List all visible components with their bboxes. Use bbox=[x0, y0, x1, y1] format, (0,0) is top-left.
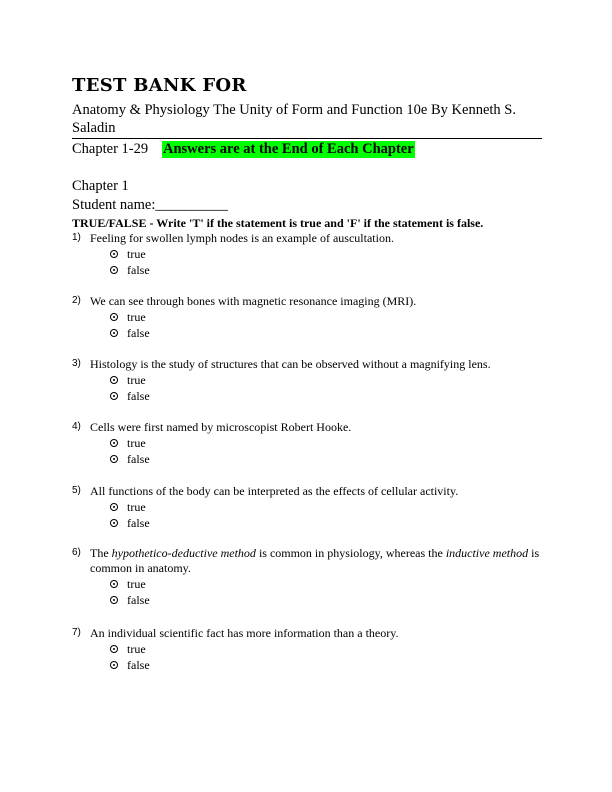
option-label: false bbox=[127, 516, 150, 530]
radio-icon[interactable] bbox=[110, 645, 118, 653]
question-number: 2) bbox=[72, 295, 81, 306]
text-part: The bbox=[90, 546, 112, 560]
option-true[interactable] bbox=[110, 576, 542, 592]
option-label: true bbox=[127, 642, 146, 656]
option-label: true bbox=[127, 373, 146, 387]
option-label: false bbox=[127, 658, 150, 672]
question-text bbox=[90, 546, 542, 576]
option-label: true bbox=[127, 310, 146, 324]
radio-icon[interactable] bbox=[110, 392, 118, 400]
option-label: true bbox=[127, 577, 146, 591]
option-true[interactable] bbox=[110, 499, 542, 515]
chapter-range: Chapter 1-29 bbox=[72, 141, 149, 157]
radio-icon[interactable] bbox=[110, 250, 118, 258]
italic-term: inductive method bbox=[445, 546, 529, 560]
question-4 bbox=[72, 420, 542, 467]
question-7 bbox=[72, 626, 542, 673]
question-text: Cells were first named by microscopist Robert Hooke. bbox=[90, 420, 352, 434]
option-label: false bbox=[127, 593, 150, 607]
option-false[interactable] bbox=[110, 515, 542, 531]
option-label: true bbox=[127, 436, 146, 450]
option-label: false bbox=[127, 326, 150, 340]
option-true[interactable] bbox=[110, 641, 542, 657]
option-false[interactable] bbox=[110, 451, 542, 467]
radio-icon[interactable] bbox=[110, 580, 118, 588]
chapter-label: Chapter 1 bbox=[72, 178, 129, 194]
option-label: false bbox=[127, 452, 150, 466]
option-false[interactable] bbox=[110, 325, 542, 341]
radio-icon[interactable] bbox=[110, 661, 118, 669]
student-name-field: Student name:__________ bbox=[72, 197, 228, 213]
question-text: Histology is the study of structures that can be observed without a magnifying lens. bbox=[90, 357, 491, 371]
italic-term: hypothetico-deductive method bbox=[111, 546, 256, 560]
answers-note-highlight: Answers are at the End of Each Chapter bbox=[163, 141, 414, 157]
option-label: false bbox=[127, 263, 150, 277]
text-part: is common in anatomy. bbox=[90, 546, 540, 575]
option-false[interactable] bbox=[110, 592, 542, 608]
option-label: false bbox=[127, 389, 150, 403]
option-true[interactable] bbox=[110, 309, 542, 325]
option-label: true bbox=[127, 500, 146, 514]
radio-icon[interactable] bbox=[110, 376, 118, 384]
question-2 bbox=[72, 294, 542, 341]
question-number: 7) bbox=[72, 627, 81, 638]
radio-icon[interactable] bbox=[110, 596, 118, 604]
radio-icon[interactable] bbox=[110, 519, 118, 527]
radio-icon[interactable] bbox=[110, 455, 118, 463]
option-false[interactable] bbox=[110, 262, 542, 278]
question-number: 5) bbox=[72, 485, 81, 496]
document-title: TEST BANK FOR bbox=[72, 75, 247, 96]
question-text: All functions of the body can be interpreted as the effects of cellular activity. bbox=[90, 484, 459, 498]
question-number: 1) bbox=[72, 232, 81, 243]
option-true[interactable] bbox=[110, 372, 542, 388]
question-3 bbox=[72, 357, 542, 404]
question-number: 6) bbox=[72, 547, 81, 558]
radio-icon[interactable] bbox=[110, 329, 118, 337]
instructions: TRUE/FALSE - Write 'T' if the statement is true and 'F' if the statement is false. bbox=[72, 216, 484, 230]
question-text: An individual scientific fact has more information than a theory. bbox=[90, 626, 399, 640]
header-divider bbox=[72, 138, 542, 139]
text-part: is common in physiology, whereas the bbox=[255, 546, 446, 560]
question-text: Feeling for swollen lymph nodes is an example of auscultation. bbox=[90, 231, 394, 245]
option-false[interactable] bbox=[110, 388, 542, 404]
radio-icon[interactable] bbox=[110, 266, 118, 274]
option-true[interactable] bbox=[110, 435, 542, 451]
option-label: true bbox=[127, 247, 146, 261]
radio-icon[interactable] bbox=[110, 313, 118, 321]
option-true[interactable] bbox=[110, 246, 542, 262]
radio-icon[interactable] bbox=[110, 439, 118, 447]
question-number: 3) bbox=[72, 358, 81, 369]
question-5 bbox=[72, 484, 542, 531]
option-false[interactable] bbox=[110, 657, 542, 673]
radio-icon[interactable] bbox=[110, 503, 118, 511]
book-subtitle: Anatomy & Physiology The Unity of Form and Function 10e By Kenneth S. Saladin bbox=[72, 102, 516, 136]
question-1 bbox=[72, 231, 542, 278]
question-6 bbox=[72, 546, 542, 608]
question-number: 4) bbox=[72, 421, 81, 432]
question-text: We can see through bones with magnetic resonance imaging (MRI). bbox=[90, 294, 417, 308]
